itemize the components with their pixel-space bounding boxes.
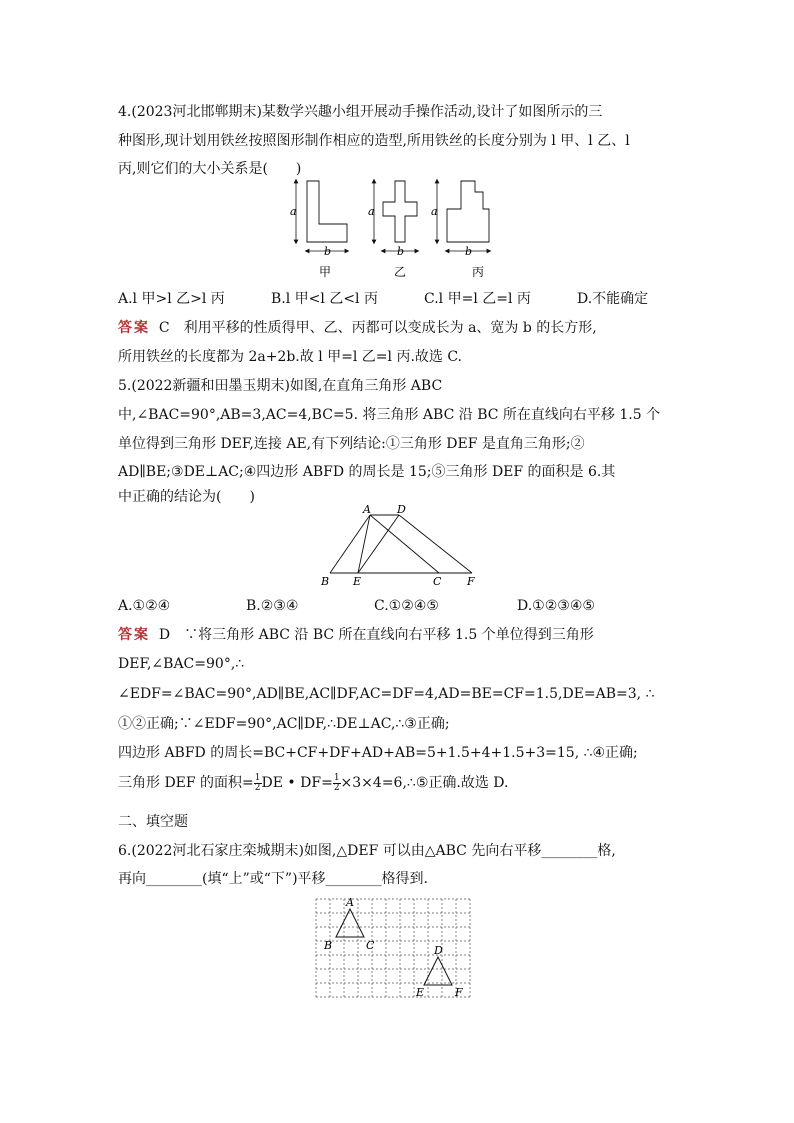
grid-point-f: F [455, 986, 463, 999]
q5-figure [315, 503, 485, 591]
q4-dim-a-1: a [290, 205, 297, 218]
q5-option-a: A.①②④ [118, 598, 171, 614]
q4-dim-b-2: b [397, 245, 405, 258]
shape-jia [290, 181, 347, 279]
segment-df [399, 515, 472, 573]
grid-point-e: E [416, 986, 425, 999]
point-b: B [321, 575, 330, 588]
q4-line-1: 4.(2023河北邯郸期末)某数学兴趣小组开展动手操作活动,设计了如图所示的三 [118, 104, 603, 120]
q4-line-3: 丙,则它们的大小关系是( ) [118, 161, 302, 177]
q4-option-b: B.l 甲<l 乙<l 丙 [271, 291, 378, 307]
q4-dim-a-3: a [431, 205, 438, 218]
point-a: A [363, 503, 371, 516]
label-yi: 乙 [394, 265, 407, 279]
fraction-half-2: $\frac{1}{2}$ [333, 772, 340, 793]
q4-answer-line-2: 所用铁丝的长度都为 2a+2b.故 l 甲=l 乙=l 丙.故选 C. [118, 349, 463, 365]
area-pre: 三角形 DEF 的面积= [118, 775, 254, 791]
q5-answer-label: 答案 [118, 627, 150, 643]
grid-point-a: A [346, 896, 354, 909]
grid-lines [316, 899, 470, 997]
fraction-half-1: $\frac{1}{2}$ [254, 772, 261, 793]
q4-answer-label: 答案 [118, 320, 150, 336]
q5-answer-line-2: DEF,∠BAC=90°,∴ [118, 656, 245, 672]
q4-dim-a-2: a [368, 205, 375, 218]
q4-dim-b-3: b [465, 245, 473, 258]
q5-line-2: 中,∠BAC=90°,AB=3,AC=4,BC=5. 将三角形 ABC 沿 BC 所在直线向右平移 1.5 个 [118, 407, 661, 423]
q4-dim-b-1: b [324, 245, 332, 258]
q5-line-4: AD∥BE;③DE⊥AC;④四边形 ABFD 的周长是 15;⑤三角形 DEF 的面积是 6.其 [118, 464, 616, 480]
q4-option-a: A.l 甲>l 乙>l 丙 [118, 291, 225, 307]
shape-bing [431, 181, 489, 279]
q5-answer-area-line [118, 773, 508, 793]
grid-point-c: C [366, 939, 375, 952]
q5-option-c: C.①②④⑤ [374, 598, 439, 614]
shape-yi [368, 181, 417, 279]
q4-figure [285, 172, 510, 282]
q5-line-1: 5.(2022新疆和田墨玉期末)如图,在直角三角形 ABC [118, 378, 443, 394]
q4-option-d: D.不能确定 [577, 291, 649, 307]
q5-answer-line-1 [118, 625, 594, 645]
point-e: E [353, 575, 362, 588]
q5-line-3: 单位得到三角形 DEF,连接 AE,有下列结论:①三角形 DEF 是直角三角形;② [118, 436, 585, 452]
q4-line-2: 种图形,现计划用铁丝按照图形制作相应的造型,所用铁丝的长度分别为 l 甲、l 乙、l [118, 133, 630, 149]
q5-option-b: B.②③④ [246, 598, 299, 614]
q4-answer-line-1 [118, 318, 597, 338]
q5-answer-line-3: ∠EDF=∠BAC=90°,AD∥BE,AC∥DF,AC=DF=4,AD=BE=CF=1.5,DE=AB=3, ∴ [118, 686, 655, 702]
q6-line-2: 再向________(填“上”或“下”)平移________格得到. [118, 871, 429, 887]
point-d: D [397, 503, 406, 516]
q4-answer-text-1: C 利用平移的性质得甲、乙、丙都可以变成长为 a、宽为 b 的长方形, [158, 320, 597, 336]
label-jia: 甲 [319, 265, 332, 279]
point-f: F [467, 575, 475, 588]
grid-point-d: D [434, 944, 443, 957]
label-bing: 丙 [472, 265, 485, 279]
q5-answer-line-5: 四边形 ABFD 的周长=BC+CF+DF+AD+AB=5+1.5+4+1.5+3=15, ∴④正确; [118, 745, 638, 761]
q5-option-d: D.①②③④⑤ [517, 598, 595, 614]
section-title: 二、填空题 [118, 814, 188, 830]
point-c: C [433, 575, 442, 588]
segment-ac [370, 515, 439, 573]
q4-option-c: C.l 甲=l 乙=l 丙 [424, 291, 531, 307]
q5-line-5: 中正确的结论为( ) [118, 489, 255, 505]
grid-point-b: B [324, 939, 333, 952]
q6-grid-figure [312, 893, 478, 1005]
q5-answer-line-4: ①②正确;∵∠EDF=90°,AC∥DF,∴DE⊥AC,∴③正确; [118, 716, 450, 732]
area-post: ×3×4=6,∴⑤正确.故选 D. [340, 775, 509, 791]
area-mid: DE • DF= [261, 775, 333, 791]
q6-line-1: 6.(2022河北石家庄栾城期末)如图,△DEF 可以由△ABC 先向右平移________格, [118, 843, 616, 859]
q5-answer-text-1: D ∵将三角形 ABC 沿 BC 所在直线向右平移 1.5 个单位得到三角形 [158, 627, 594, 643]
